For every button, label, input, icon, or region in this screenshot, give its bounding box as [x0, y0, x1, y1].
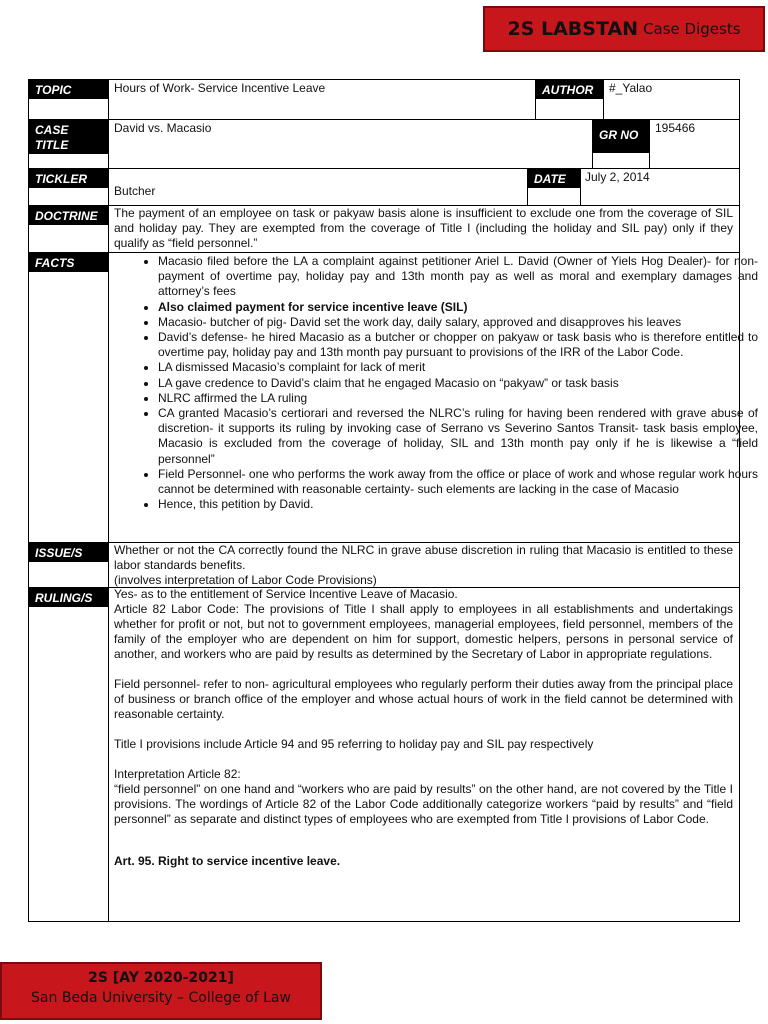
cell-divider — [592, 152, 649, 153]
column-divider — [580, 168, 581, 205]
topic-value: Hours of Work- Service Incentive Leave — [114, 81, 326, 95]
case-title-value: David vs. Macasio — [114, 121, 212, 135]
header-banner — [483, 6, 765, 52]
row-divider — [28, 168, 740, 169]
topic-label: TOPIC — [29, 80, 108, 99]
ruling-article-heading: Art. 95. Right to service incentive leave. — [114, 854, 341, 868]
tickler-value: Butcher — [114, 184, 156, 198]
fact-item: • LA dismissed Macasio’s complaint for lack of merit — [158, 360, 758, 375]
banner-subtitle: Case Digests — [643, 20, 741, 38]
ruling-paragraph: Field personnel- refer to non- agricultural employees who regularly perform their duties away from the principal place of business or branch office of the employer and whose actual hours of work in the field cannot be determined with reasonable certainty. — [114, 677, 733, 721]
tickler-label: TICKLER — [29, 169, 108, 188]
fact-item: • LA gave credence to David’s claim that he engaged Macasio on “pakyaw” or task basis — [158, 376, 758, 391]
fact-item: • Macasio- butcher of pig- David set the work day, daily salary, approved and disapproves his leaves — [158, 315, 758, 330]
issues-text — [114, 543, 733, 588]
fact-item: • David’s defense- he hired Macasio as a butcher or chopper on pakyaw or task basis who is therefore entitled to overtime pay, holiday pay and 13th month pay pursuant to provisions of the IRR of the Labor Code. — [158, 330, 758, 360]
column-divider — [108, 79, 109, 922]
facts-label: FACTS — [29, 253, 108, 272]
column-divider — [649, 119, 650, 168]
footer-banner — [0, 962, 322, 1020]
issue-item: Whether or not the CA correctly found the NLRC in grave abuse discretion in ruling that Macasio is entitled to these labor standards benefits. — [114, 543, 733, 572]
gr-no-label: GR NO — [593, 120, 649, 152]
author-label: AUTHOR — [536, 80, 603, 99]
ruling-paragraph: Article 82 Labor Code: The provisions of Title I shall apply to employees in all establishments and undertakings whether for profit or not, but not to government employees, managerial employees, field personnel, members of the family of the employer who are dependent on him for support, domestic helpers, persons in personal service of another, and workers who are paid by results as determined by the Secretary of Labor in appropriate regulations. — [114, 602, 733, 661]
case-title-label: CASE TITLE — [29, 120, 108, 154]
fact-item: • Also claimed payment for service incentive leave (SIL) — [158, 300, 758, 315]
ruling-paragraph: Yes- as to the entitlement of Service Incentive Leave of Macasio. — [114, 587, 458, 601]
issues-label: ISSUE/S — [29, 543, 108, 562]
footer-school: San Beda University – College of Law — [31, 990, 291, 1006]
rulings-text — [114, 587, 733, 869]
doctrine-text — [114, 206, 733, 251]
doctrine-label: DOCTRINE — [29, 206, 108, 225]
row-divider — [28, 252, 740, 253]
rulings-label: RULING/S — [29, 588, 108, 607]
date-label: DATE — [528, 169, 580, 188]
column-divider — [603, 79, 604, 119]
fact-item: • NLRC affirmed the LA ruling — [158, 391, 758, 406]
gr-no-value: 195466 — [655, 121, 696, 135]
banner-title: 2S LABSTAN — [507, 18, 639, 40]
ruling-paragraph: Interpretation Article 82: — [114, 767, 241, 781]
ruling-paragraph: Title I provisions include Article 94 and 95 referring to holiday pay and SIL pay respectively — [114, 737, 594, 751]
facts-list — [132, 254, 758, 512]
ruling-paragraph: “field personnel” on one hand and “workers who are paid by results” on the other hand, are not covered by the Title I provisions. The wordings of Article 82 of the Labor Code additionally categorize workers “paid by results” and “field personnel” as separate and distinct types of employees who are exempted from Title I provisions of Labor Code. — [114, 782, 733, 826]
fact-item: • Field Personnel- one who performs the work away from the office or place of work and whose regular work hours cannot be determined with reasonable certainty- such elements are lacking in the case of Macasio — [158, 467, 758, 497]
fact-item: • CA granted Macasio’s certiorari and reversed the NLRC’s ruling for having been rendered with grave abuse of discretion- it supports its ruling by invoking case of Serrano vs Severino Santos Transit- task basis employee, Macasio is excluded from the coverage of holiday, SIL and 13th month pay only if he is likewise a “field personnel” — [158, 406, 758, 467]
doctrine-content: The payment of an employee on task or pakyaw basis alone is insufficient to exclude one from the coverage of SIL and holiday pay. They are exempted from the coverage of Title I (including the holiday and SIL pay) only if they qualify as “field personnel.” — [114, 206, 733, 250]
date-value: July 2, 2014 — [585, 170, 650, 184]
fact-item: • Hence, this petition by David. — [158, 497, 758, 512]
footer-year: 2S [AY 2020-2021] — [88, 970, 234, 986]
issue-note: (involves interpretation of Labor Code Provisions) — [114, 573, 377, 587]
fact-item: • Macasio filed before the LA a complaint against petitioner Ariel L. David (Owner of Yiels Hog Dealer)- for non- payment of overtime pay, holiday pay and 13th month pay as well as moral and exemplary damages and attorney’s fees — [158, 254, 758, 300]
author-value: #_Yalao — [609, 81, 653, 95]
